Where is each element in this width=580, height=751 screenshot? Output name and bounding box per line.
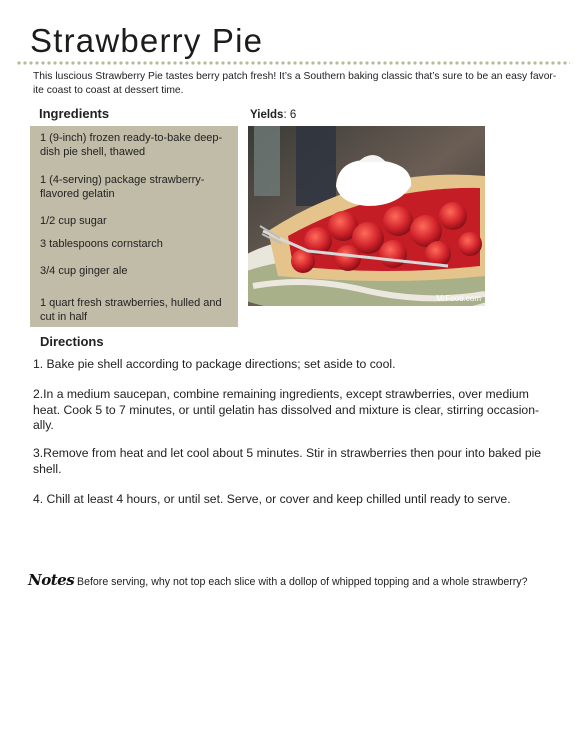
notes-text: Before serving, why not top each slice with a dollop of whipped topping and a whole strawberry? [77,576,528,588]
pie-illustration [248,126,485,306]
direction-step: 1. Bake pie shell according to package directions; set aside to cool. [33,357,396,371]
ingredient-item: 1 (9-inch) frozen ready-to-bake deep-dish pie shell, thawed [40,132,223,158]
direction-step: 4. Chill at least 4 hours, or until set. Serve, or cover and keep chilled until ready to serve. [33,492,511,506]
yields [250,109,296,121]
ingredient-item: 3 tablespoons cornstarch [40,238,163,250]
yields-label: Yields [250,109,284,121]
direction-step: 2.In a medium saucepan, combine remaining ingredients, except strawberries, over medium heat. Cook 5 to 7 minutes, or until gelatin has dissolved and mixture is clear, stirring occasion-ally. [33,387,540,432]
directions-heading: Directions [40,334,104,349]
notes-label: Notes [28,571,75,589]
dotted-divider [16,61,570,65]
ingredients-box [30,126,238,327]
ingredient-item: 1 quart fresh strawberries, hulled and cut in half [40,297,222,323]
ingredients-heading: Ingredients [39,106,110,121]
photo-watermark: MrFood.com [436,294,481,303]
yields-separator: : [283,109,290,121]
recipe-intro: This luscious Strawberry Pie tastes berry patch fresh! It’s a Southern baking classic that’s sure to be an easy favor-ite coast to coast at dessert time. [33,71,557,96]
direction-step: 3.Remove from heat and let cool about 5 minutes. Stir in strawberries then pour into baked pie shell. [33,446,542,476]
ingredient-item: 3/4 cup ginger ale [40,265,128,277]
ingredient-item: 1 (4-serving) package strawberry-flavored gelatin [40,174,205,200]
ingredient-item: 1/2 cup sugar [40,215,107,227]
pie-photo [248,126,485,306]
yields-value: 6 [289,109,297,121]
recipe-title: Strawberry Pie [30,22,264,59]
